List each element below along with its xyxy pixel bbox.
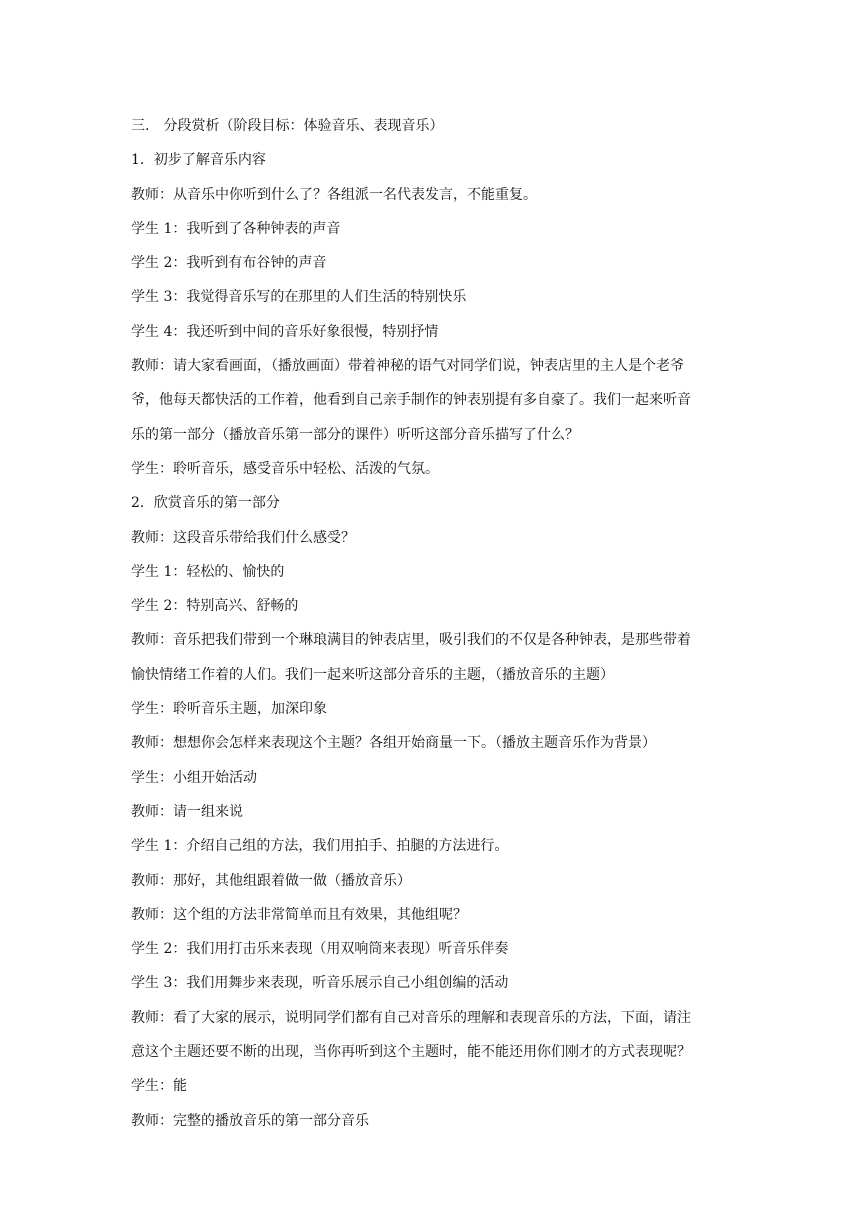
paragraph-line: 爷，他每天都快活的工作着，他看到自己亲手制作的钟表别提有多自豪了。我们一起来听音: [131, 392, 691, 409]
paragraph-line: 学生：小组开始活动: [131, 769, 257, 786]
paragraph-line: 学生 4：我还听到中间的音乐好象很慢，特别抒情: [131, 323, 439, 340]
paragraph-line: 教师：请大家看画面，（播放画面）带着神秘的语气对同学们说，钟表店里的主人是个老爷: [131, 358, 684, 375]
paragraph-line: 学生 1：介绍自己组的方法，我们用拍手、拍腿的方法进行。: [131, 838, 509, 855]
paragraph-line: 教师：看了大家的展示，说明同学们都有自己对音乐的理解和表现音乐的方法，下面，请注: [131, 1009, 691, 1026]
paragraph-line: 教师：那好，其他组跟着做一做（播放音乐）: [131, 872, 411, 889]
paragraph-line: 愉快情绪工作着的人们。我们一起来听这部分音乐的主题，（播放音乐的主题）: [131, 666, 614, 683]
paragraph-line: 学生：聆听音乐，感受音乐中轻松、活泼的气氛。: [131, 460, 439, 477]
paragraph-line: 教师：从音乐中你听到什么了？各组派一名代表发言，不能重复。: [131, 186, 537, 203]
paragraph-line: 教师：请一组来说: [131, 803, 243, 820]
paragraph-line: 教师：想想你会怎样来表现这个主题？各组开始商量一下。（播放主题音乐作为背景）: [131, 735, 656, 752]
paragraph-line: 学生 1：我听到了各种钟表的声音: [131, 220, 341, 237]
paragraph-line: 学生 2：我们用打击乐来表现（用双响筒来表现）听音乐伴奏: [131, 941, 509, 958]
paragraph-line: 教师：音乐把我们带到一个琳琅满目的钟表店里，吸引我们的不仅是各种钟表，是那些带着: [131, 632, 691, 649]
subsection-heading: 1．初步了解音乐内容: [131, 152, 266, 169]
paragraph-line: 教师：这个组的方法非常简单而且有效果，其他组呢？: [131, 906, 467, 923]
paragraph-line: 学生：能: [131, 1078, 187, 1095]
subsection-heading: 2．欣赏音乐的第一部分: [131, 495, 280, 512]
paragraph-line: 学生：聆听音乐主题，加深印象: [131, 701, 327, 718]
paragraph-line: 乐的第一部分（播放音乐第一部分的课件）听听这部分音乐描写了什么？: [131, 426, 579, 443]
paragraph-line: 学生 2：特别高兴、舒畅的: [131, 598, 299, 615]
paragraph-line: 学生 2：我听到有布谷钟的声音: [131, 255, 327, 272]
paragraph-line: 学生 3：我们用舞步来表现，听音乐展示自己小组创编的活动: [131, 975, 509, 992]
paragraph-line: 教师：完整的播放音乐的第一部分音乐: [131, 1112, 369, 1129]
paragraph-line: 学生 3：我觉得音乐写的在那里的人们生活的特别快乐: [131, 289, 467, 306]
paragraph-line: 意这个主题还要不断的出现，当你再听到这个主题时，能不能还用你们刚才的方式表现呢？: [131, 1044, 691, 1061]
paragraph-line: 教师：这段音乐带给我们什么感受？: [131, 529, 355, 546]
paragraph-line: 学生 1：轻松的、愉快的: [131, 563, 285, 580]
document-body: [131, 109, 731, 1138]
section-heading: 三. 分段赏析（阶段目标：体验音乐、表现音乐）: [131, 118, 444, 134]
